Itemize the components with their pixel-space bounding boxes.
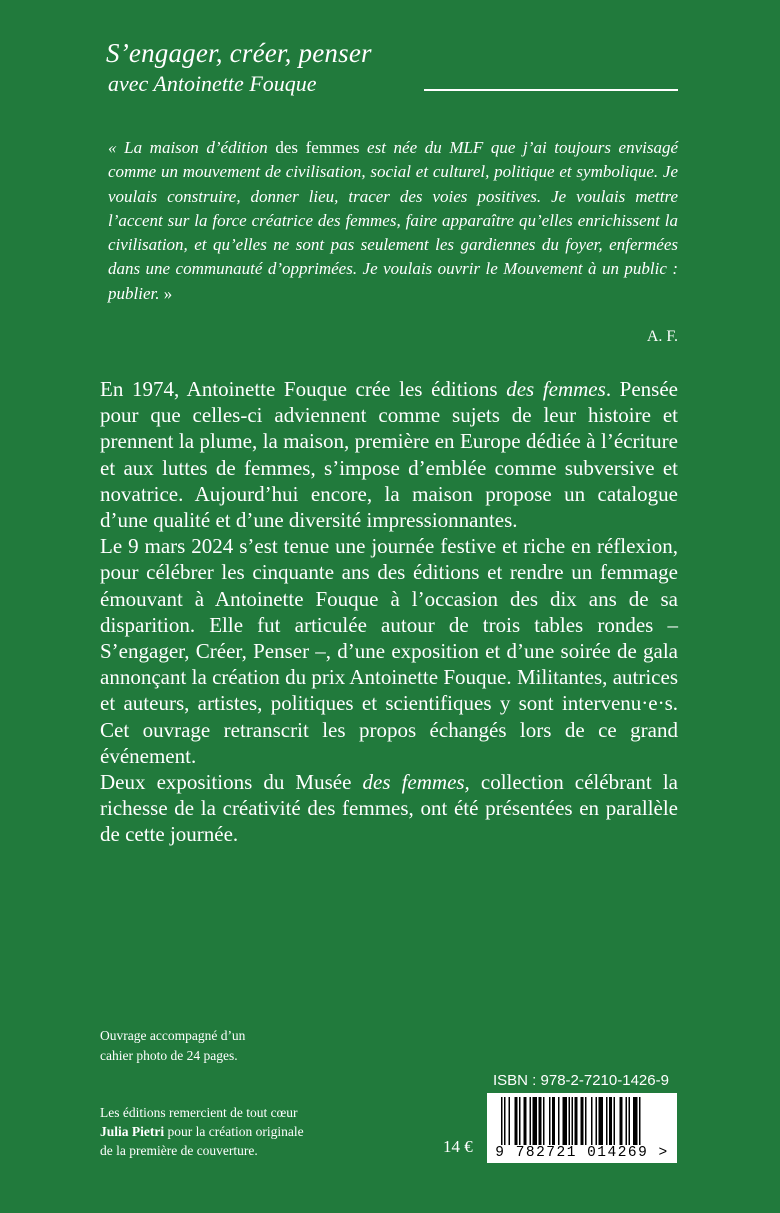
barcode-bar [599, 1097, 604, 1145]
barcode-bar [552, 1097, 555, 1145]
paragraph-2: Le 9 mars 2024 s’est tenue une journée festive et riche en réflexion, pour célébrer les cinquante ans des éditions et rendre un femmage émouvant à Antoinette Fouque à l’occasion des dix ans de sa disparition. Elle fut articulée autour de trois tables rondes – S’engager, Créer, Penser –, d’une exposition et d’une soirée de gala annonçant la création du prix Antoinette Fouque. Militantes, autrices et auteurs, artistes, politiques et scientifiques y sont intervenu·e·s. Cet ouvrage retranscrit les propos échangés lors de ce grand événement. [100, 534, 678, 768]
barcode-bar [585, 1097, 587, 1145]
acknowledgement-line-2-rest: pour la création originale [164, 1124, 304, 1139]
barcode [487, 1093, 677, 1163]
designer-name: Julia Pietri [100, 1124, 165, 1139]
barcode-bar [596, 1097, 598, 1145]
photo-note [100, 1026, 360, 1066]
photo-note-line-2: cahier photo de 24 pages. [100, 1048, 238, 1063]
barcode-bar [629, 1097, 631, 1145]
title-block [106, 36, 372, 98]
barcode-number: 782721 014269 [515, 1145, 649, 1161]
quote-signature: A. F. [646, 328, 678, 345]
barcode-bar [591, 1097, 593, 1145]
price-label: 14 € [443, 1137, 473, 1156]
book-subtitle: avec Antoinette Fouque [108, 71, 317, 96]
barcode-bar [533, 1097, 538, 1145]
paragraph-1-text-a: En 1974, Antoinette Fouque crée les éditions [100, 377, 507, 401]
barcode-lead-digit: 9 [495, 1145, 506, 1161]
barcode-bar [606, 1097, 608, 1145]
barcode-bar [563, 1097, 568, 1145]
quote-open-mark: « [108, 138, 125, 157]
quote-close-mark: » [159, 283, 173, 303]
barcode-bar [504, 1097, 506, 1151]
isbn-label: ISBN : 978-2-7210-1426-9 [493, 1072, 669, 1089]
barcode-bar [609, 1097, 612, 1145]
barcode-bar [626, 1097, 628, 1145]
epigraph-quote [108, 136, 678, 306]
barcode-bar [581, 1097, 584, 1145]
paragraph-3-text-a: Deux expositions du Musée [100, 770, 363, 795]
barcode-bar [530, 1097, 532, 1145]
barcode-bar [614, 1097, 616, 1145]
quote-publisher-name: des femmes [267, 138, 368, 157]
barcode-bar [569, 1097, 571, 1145]
barcode-bar [572, 1097, 574, 1151]
paragraph-1 [100, 376, 678, 533]
paragraph-3-text-b: collection célébrant la richesse de la créativité des femmes, ont été présentées en parallèle de cette journée. [100, 770, 678, 847]
barcode-bar [633, 1097, 638, 1145]
barcode-bar [620, 1097, 623, 1145]
barcode-bar [539, 1097, 542, 1145]
barcode-bar [524, 1097, 527, 1145]
barcode-bar [509, 1097, 511, 1145]
paragraph-1-text-b: . Pensée pour que celles-ci adviennent comme sujets de leur histoire et prennent la plume, la maison, première en Europe dédiée à l’écriture et aux luttes de femmes, s’impose d’emblée comme subversive et novatrice. Aujourd’hui encore, la maison propose un catalogue d’une qualité et d’une diversité impressionnantes. [100, 377, 678, 533]
quote-text-2: est née du MLF que j’ai toujours envisagé comme un mouvement de civilisation, social et culturel, politique et symbolique. Je voulais construire, donner lieu, tracer des voies positives. Je voulais mettre l’accent sur la force créatrice des femmes, faire apparaître qu’elles enrichissent la civilisation, et qu’elles ne sont pas seulement les gardiennes du foyer, enfermées dans une communauté d’opprimées. Je voulais ouvrir le Mouvement à un public : publier. [108, 138, 679, 303]
back-cover-text [100, 376, 678, 848]
paragraph-3 [100, 769, 678, 848]
barcode-bar [558, 1097, 560, 1145]
barcode-end-mark: > [658, 1145, 669, 1161]
photo-note-line-1: Ouvrage accompagné d’un [100, 1028, 246, 1043]
barcode-bar [543, 1097, 545, 1145]
acknowledgement [100, 1103, 400, 1160]
barcode-digits [487, 1145, 677, 1161]
book-title: S’engager, créer, penser [106, 38, 372, 68]
title-divider [424, 89, 678, 91]
publisher-name-italic: des femmes [506, 377, 606, 401]
barcode-bar [549, 1097, 551, 1145]
acknowledgement-line-1: Les éditions remercient de tout cœur [100, 1105, 298, 1120]
acknowledgement-line-2 [100, 1122, 400, 1141]
barcode-bar [519, 1097, 521, 1145]
museum-name-italic: des femmes, [362, 770, 470, 795]
barcode-bar [501, 1097, 503, 1151]
barcode-bar [639, 1097, 641, 1151]
barcode-bar [515, 1097, 518, 1145]
acknowledgement-line-3: de la première de couverture. [100, 1143, 258, 1158]
barcode-bar [575, 1097, 578, 1145]
quote-text-1: La maison d’édition [124, 138, 268, 157]
